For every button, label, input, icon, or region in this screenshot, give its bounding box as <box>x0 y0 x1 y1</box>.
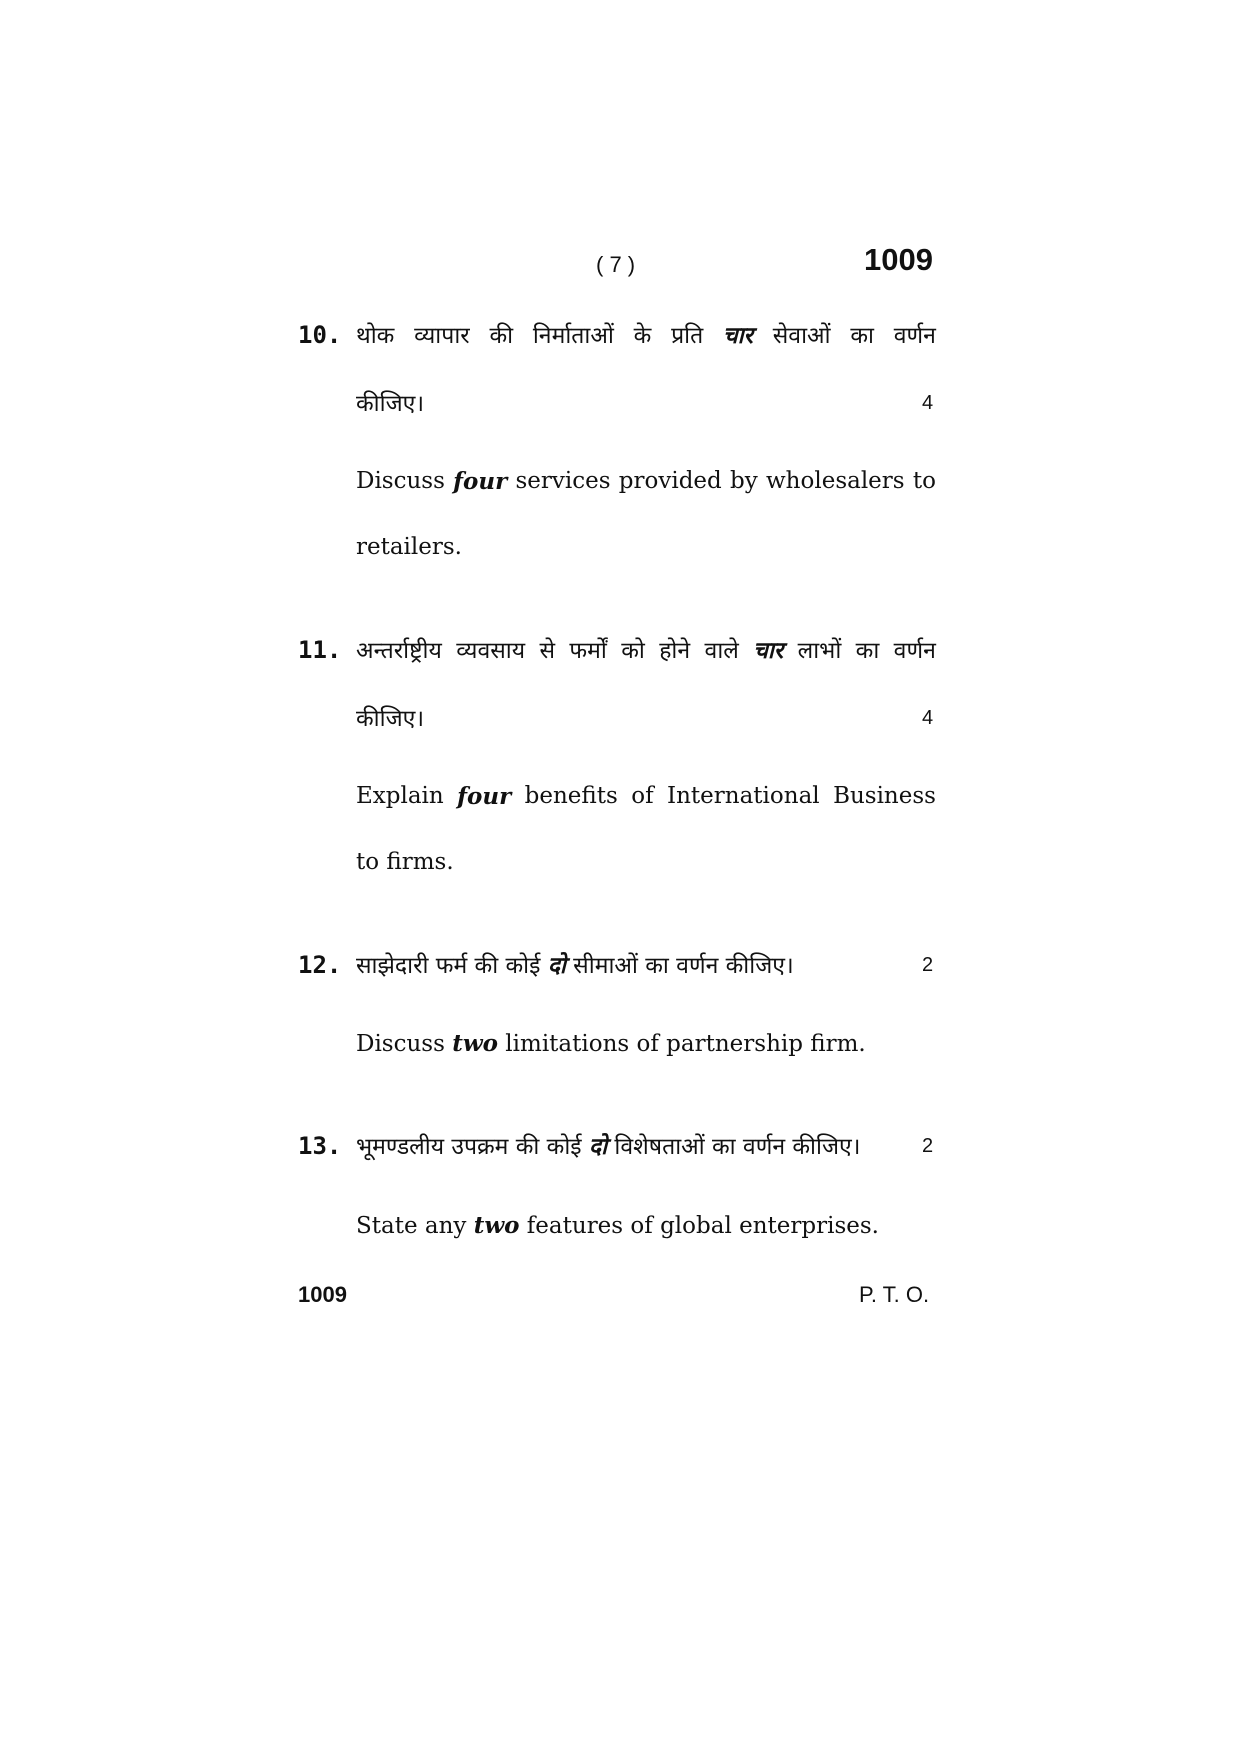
emphasis-word: दो <box>547 953 566 979</box>
question-11-hindi-line2: कीजिए। <box>356 706 425 732</box>
emphasis-word: two <box>473 1212 520 1239</box>
emphasis-word: चार <box>753 638 784 664</box>
paper-code-header: 1009 <box>864 242 933 277</box>
page-number: ( 7 ) <box>596 252 636 277</box>
question-12-marks: 2 <box>922 954 934 976</box>
footer-paper-code: 1009 <box>298 1282 347 1307</box>
emphasis-word: four <box>453 468 508 495</box>
emphasis-word: दो <box>588 1134 608 1160</box>
question-10-english-line2: retailers. <box>356 534 462 560</box>
emphasis-word: चार <box>722 323 753 349</box>
question-10-hindi-line2: कीजिए। <box>356 391 425 417</box>
question-10-marks: 4 <box>922 392 934 414</box>
emphasis-word: two <box>452 1030 498 1057</box>
question-11-english-line1: Explain four benefits of International Business <box>356 783 936 810</box>
question-number-13: 13. <box>298 1132 342 1160</box>
question-number-12: 12. <box>298 951 342 979</box>
question-number-11: 11. <box>298 636 342 664</box>
question-10-hindi-line1: थोक व्यापार की निर्माताओं के प्रति चार सेवाओं का वर्णन <box>356 318 936 350</box>
question-11-english-line2: to firms. <box>356 849 454 875</box>
question-11-marks: 4 <box>922 707 934 729</box>
question-13-hindi: भूमण्डलीय उपक्रम की कोई दो विशेषताओं का वर्णन कीजिए। <box>356 1134 861 1160</box>
question-13-english: State any two features of global enterprises. <box>356 1212 879 1239</box>
question-10-english-line1: Discuss four services provided by wholesalers to <box>356 468 936 495</box>
question-12-hindi: साझेदारी फर्म की कोई दो सीमाओं का वर्णन कीजिए। <box>356 953 794 979</box>
question-number-10: 10. <box>298 321 342 349</box>
question-11-hindi-line1: अन्तर्राष्ट्रीय व्यवसाय से फर्मों को होने वाले चार लाभों का वर्णन <box>356 633 936 665</box>
emphasis-word: four <box>457 783 512 810</box>
footer-pto: P. T. O. <box>859 1282 930 1307</box>
question-13-marks: 2 <box>922 1135 934 1157</box>
question-12-english: Discuss two limitations of partnership firm. <box>356 1030 866 1057</box>
